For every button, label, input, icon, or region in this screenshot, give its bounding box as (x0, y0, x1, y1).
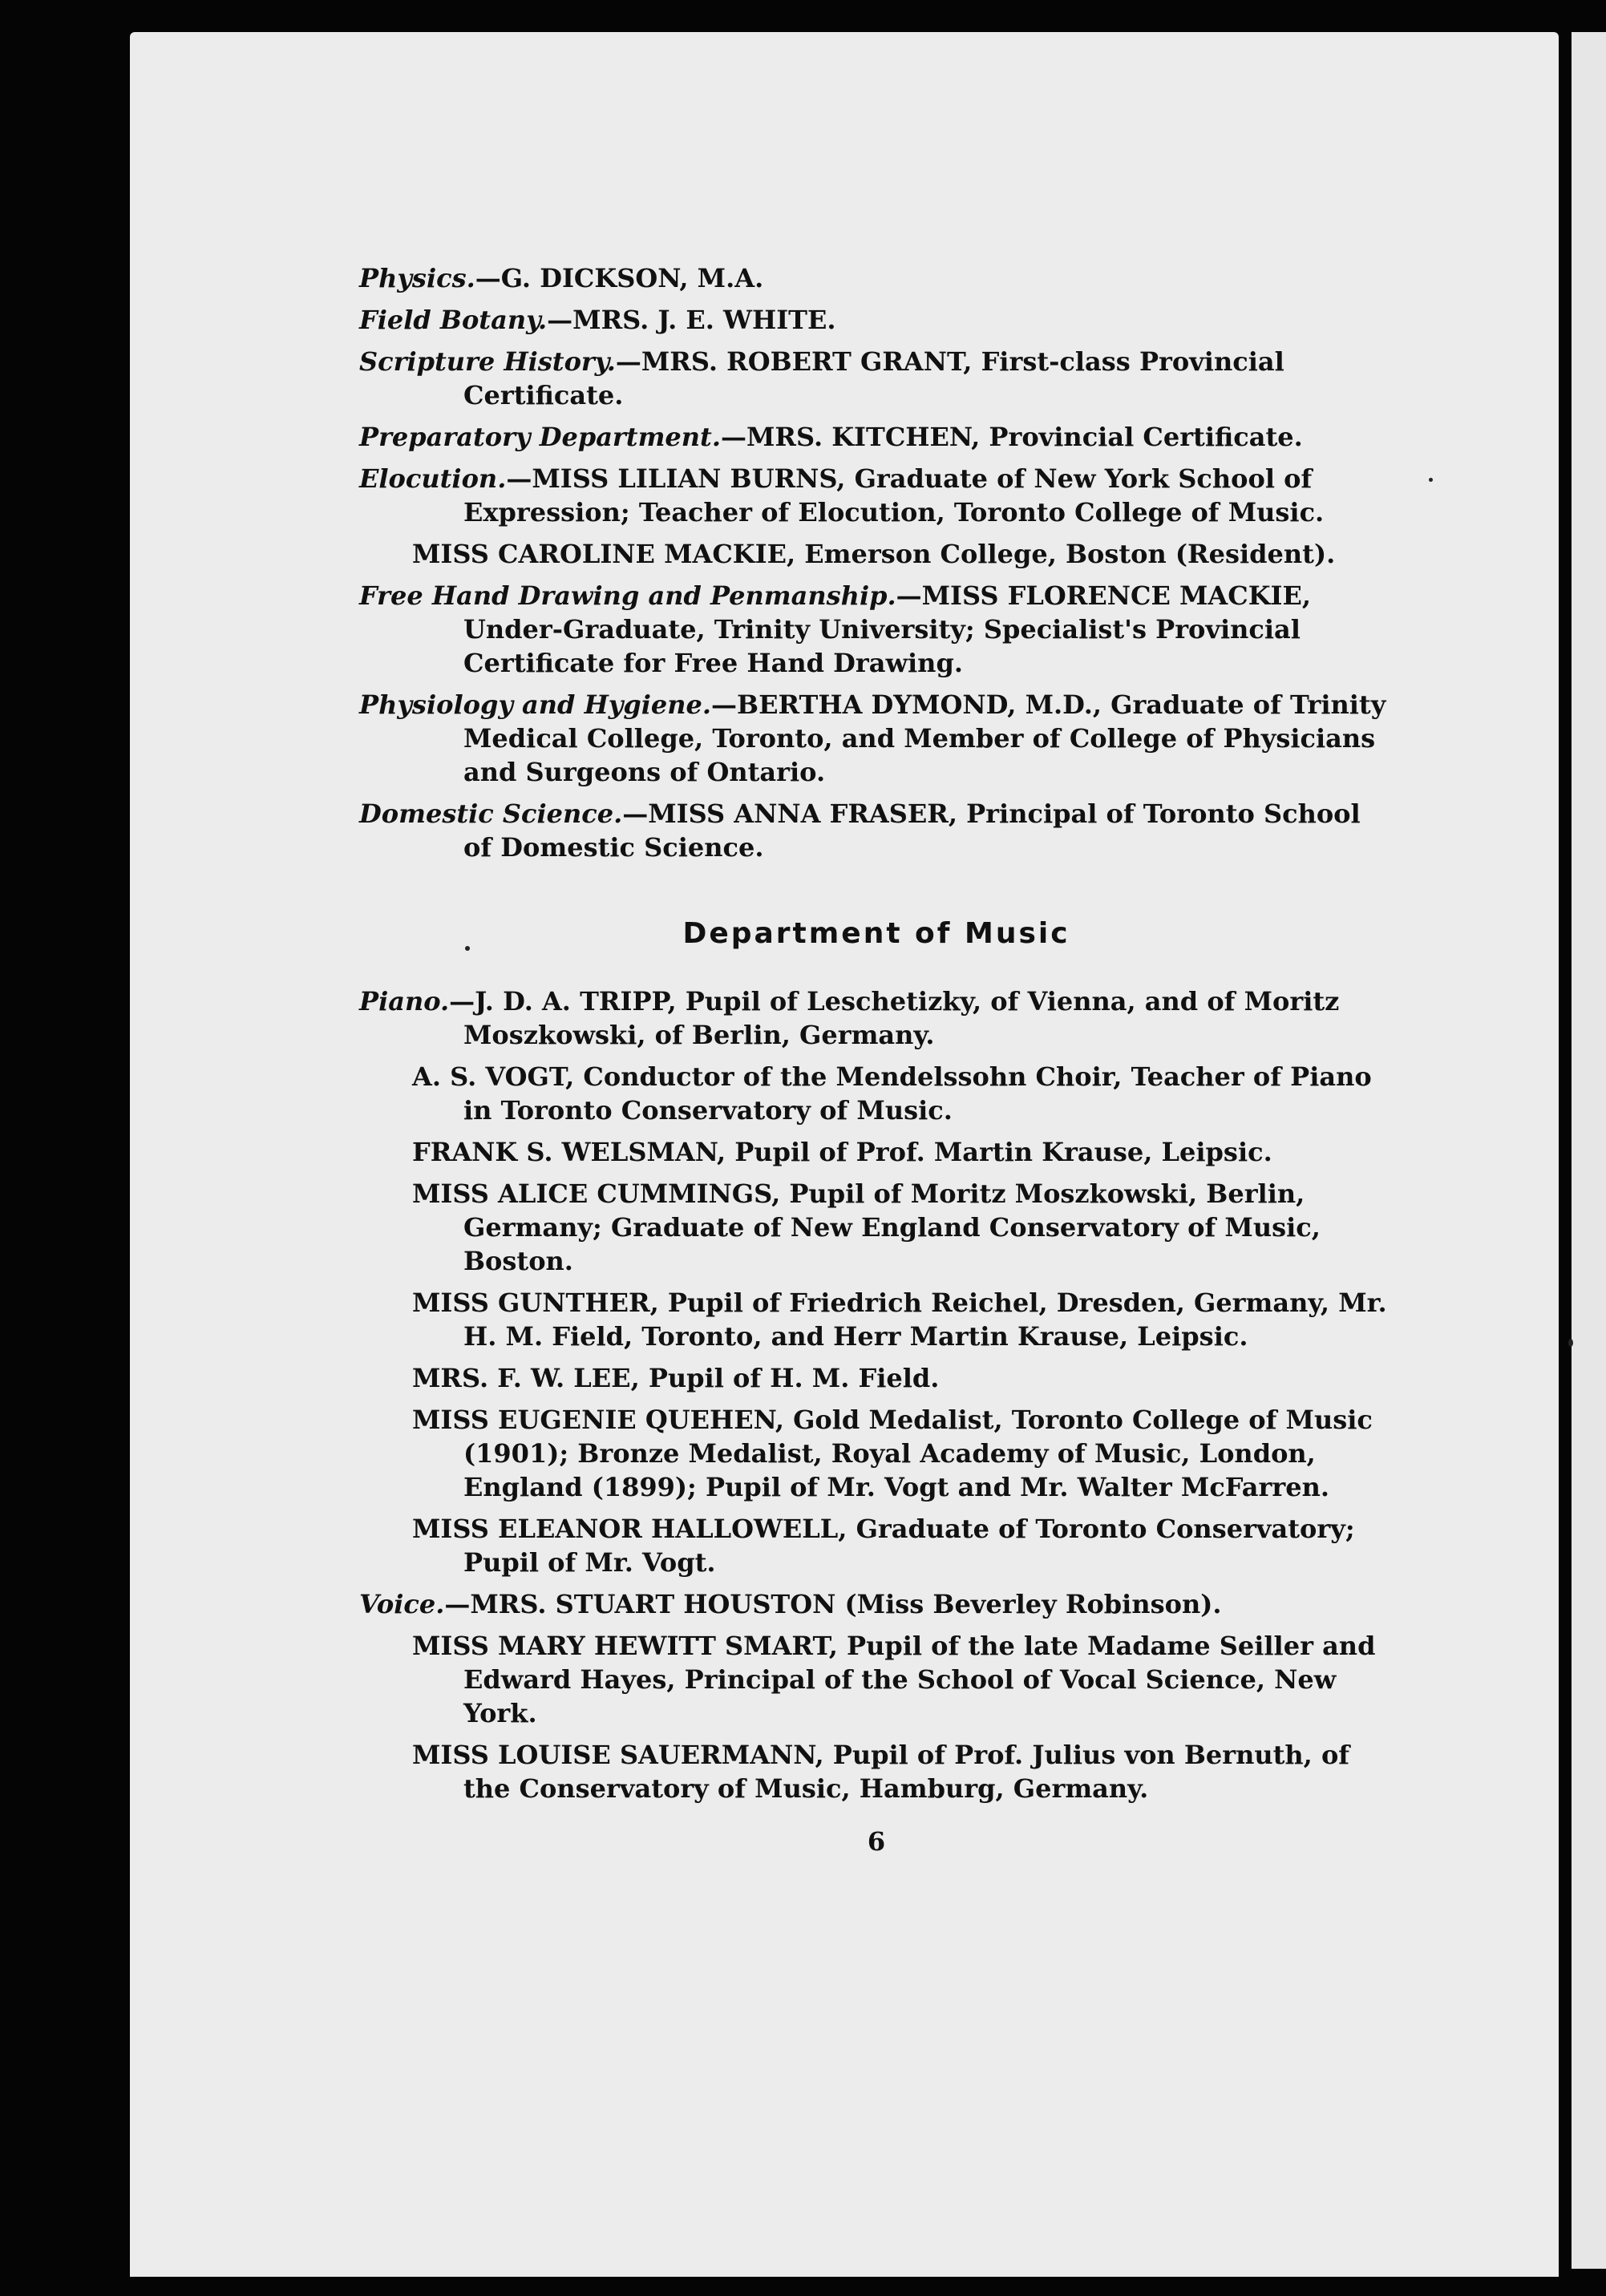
music-entry (359, 1286, 1394, 1353)
scan-speck (1429, 478, 1433, 482)
subject-label: Preparatory Department. (359, 422, 721, 452)
subject-label: Physics. (359, 263, 475, 293)
staff-entry (359, 579, 1394, 680)
entry-text: —MRS. J. E. WHITE. (547, 305, 836, 335)
entry-text: MISS LOUISE SAUERMANN, Pupil of Prof. Julius von Bernuth, of the Conservatory of Music, Hamburg, Germany. (412, 1740, 1350, 1804)
music-entry (359, 984, 1394, 1052)
entry-text: A. S. VOGT, Conductor of the Mendelssohn Choir, Teacher of Piano in Toronto Conservatory of Music. (412, 1061, 1372, 1126)
section-heading: Department of Music (682, 917, 1070, 950)
entry-text: MISS GUNTHER, Pupil of Friedrich Reichel, Dresden, Germany, Mr. H. M. Field, Toronto, and Herr Martin Krause, Leipsic. (412, 1287, 1387, 1352)
entry-text: —MRS. ROBERT GRANT, First-class Provincial Certificate. (463, 346, 1284, 410)
subject-label: Domestic Science. (359, 798, 623, 829)
entry-text: —J. D. A. TRIPP, Pupil of Leschetizky, of Vienna, and of Moritz Moszkowski, of Berlin, Germany. (449, 986, 1340, 1050)
subject-label: Physiology and Hygiene. (359, 689, 712, 720)
entry-text: —MRS. KITCHEN, Provincial Certificate. (720, 422, 1303, 452)
staff-entry (359, 420, 1394, 454)
staff-entry (359, 688, 1394, 789)
staff-entry (359, 797, 1394, 864)
entry-text: MISS EUGENIE QUEHEN, Gold Medalist, Toronto College of Music (1901); Bronze Medalist, Royal Academy of Music, London, England (1899); Pupil of Mr. Vogt and Mr. Walter McFarren. (412, 1405, 1373, 1502)
subject-label: Field Botany. (359, 305, 548, 335)
music-entry (359, 1361, 1394, 1395)
entry-text: —MISS LILIAN BURNS, Graduate of New York School of Expression; Teacher of Elocution, Toronto College of Music. (463, 463, 1325, 528)
music-entry (359, 1177, 1394, 1278)
staff-entry (359, 345, 1394, 412)
entry-text: —MRS. STUART HOUSTON (Miss Beverley Robinson). (444, 1589, 1222, 1619)
scan-speck (1568, 1339, 1573, 1347)
entry-text: —BERTHA DYMOND, M.D., Graduate of Trinity Medical College, Toronto, and Member of College of Physicians and Surgeons of Ontario. (463, 689, 1386, 787)
music-entry (359, 1587, 1394, 1621)
music-entry (359, 1060, 1394, 1127)
entry-text: FRANK S. WELSMAN, Pupil of Prof. Martin Krause, Leipsic. (412, 1137, 1272, 1167)
music-entry (359, 1738, 1394, 1805)
subject-label: Free Hand Drawing and Penmanship. (359, 580, 896, 611)
subject-label: Scripture History. (359, 346, 616, 377)
subject-label: Voice. (359, 1589, 445, 1619)
entry-text: MISS MARY HEWITT SMART, Pupil of the late Madame Seiller and Edward Hayes, Principal of the School of Vocal Science, New York. (412, 1631, 1376, 1728)
next-page-edge (1572, 32, 1606, 2269)
subject-label: Elocution. (359, 463, 507, 494)
entry-text: —MISS FLORENCE MACKIE, Under-Graduate, Trinity University; Specialist's Provincial Certificate for Free Hand Drawing. (463, 580, 1312, 678)
staff-entry (359, 462, 1394, 529)
staff-entry (359, 303, 1394, 337)
staff-entry (359, 261, 1394, 295)
music-entry (359, 1512, 1394, 1579)
entry-text: MISS ALICE CUMMINGS, Pupil of Moritz Moszkowski, Berlin, Germany; Graduate of New England Conservatory of Music, Boston. (412, 1178, 1321, 1276)
music-entry (359, 1135, 1394, 1169)
entry-text: —G. DICKSON, M.A. (475, 263, 764, 293)
music-entry (359, 1629, 1394, 1730)
staff-entry (359, 537, 1394, 571)
entry-text: MRS. F. W. LEE, Pupil of H. M. Field. (412, 1363, 940, 1393)
page-number: 6 (867, 1826, 886, 1857)
page-content (359, 261, 1394, 1858)
entry-text: —MISS ANNA FRASER, Principal of Toronto School of Domestic Science. (463, 798, 1361, 863)
entry-text: MISS ELEANOR HALLOWELL, Graduate of Toronto Conservatory; Pupil of Mr. Vogt. (412, 1514, 1355, 1578)
entry-text: MISS CAROLINE MACKIE, Emerson College, Boston (Resident). (412, 539, 1336, 569)
music-entry (359, 1403, 1394, 1504)
subject-label: Piano. (359, 986, 450, 1017)
